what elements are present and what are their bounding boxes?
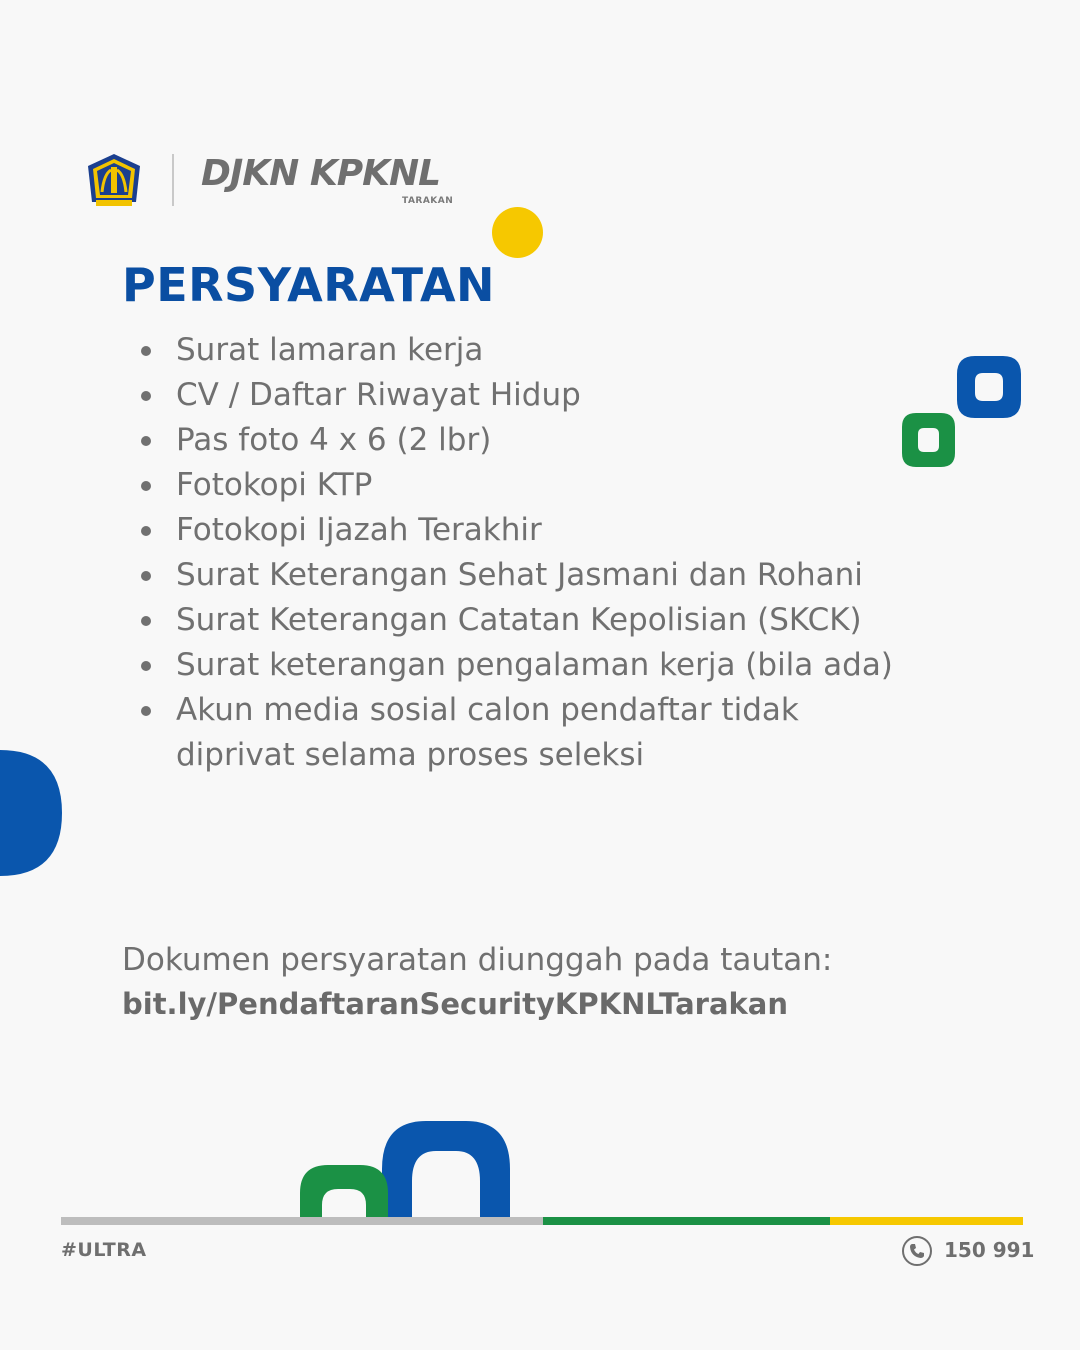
requirements-list [130,328,920,778]
blue-arch-decoration [380,1119,512,1217]
phone-number[interactable]: 150 991 [944,1238,1035,1262]
list-item: Surat Keterangan Sehat Jasmani dan Rohani [130,553,920,598]
footer-bar-gray [61,1217,543,1225]
upload-note: Dokumen persyaratan diunggah pada tautan: [122,942,833,978]
logo-divider [172,154,174,206]
list-item: Surat Keterangan Catatan Kepolisian (SKCK) [130,598,920,643]
footer-bar-yellow [830,1217,1023,1225]
brand-subtitle: TARAKAN [402,196,454,206]
list-item: Akun media sosial calon pendaftar tidak diprivat selama proses seleksi [130,688,920,778]
brand-name: DJKN KPKNL [201,153,441,194]
blue-half-circle-decoration [0,750,64,876]
list-item: Pas foto 4 x 6 (2 lbr) [130,418,920,463]
list-item: Fotokopi KTP [130,463,920,508]
page-title: PERSYARATAN [122,258,496,312]
footer-bar-green [543,1217,830,1225]
phone-icon [901,1235,933,1267]
registration-link[interactable]: bit.ly/PendaftaranSecurityKPKNLTarakan [122,987,789,1021]
hashtag: #ULTRA [61,1239,147,1261]
list-item: Surat lamaran kerja [130,328,920,373]
list-item: CV / Daftar Riwayat Hidup [130,373,920,418]
yellow-dot-decoration [492,207,543,258]
kemenkeu-emblem-logo [84,152,144,210]
green-arch-decoration [298,1163,390,1217]
list-item: Surat keterangan pengalaman kerja (bila ada) [130,643,920,688]
blue-ring-decoration [955,354,1023,420]
list-item: Fotokopi Ijazah Terakhir [130,508,920,553]
